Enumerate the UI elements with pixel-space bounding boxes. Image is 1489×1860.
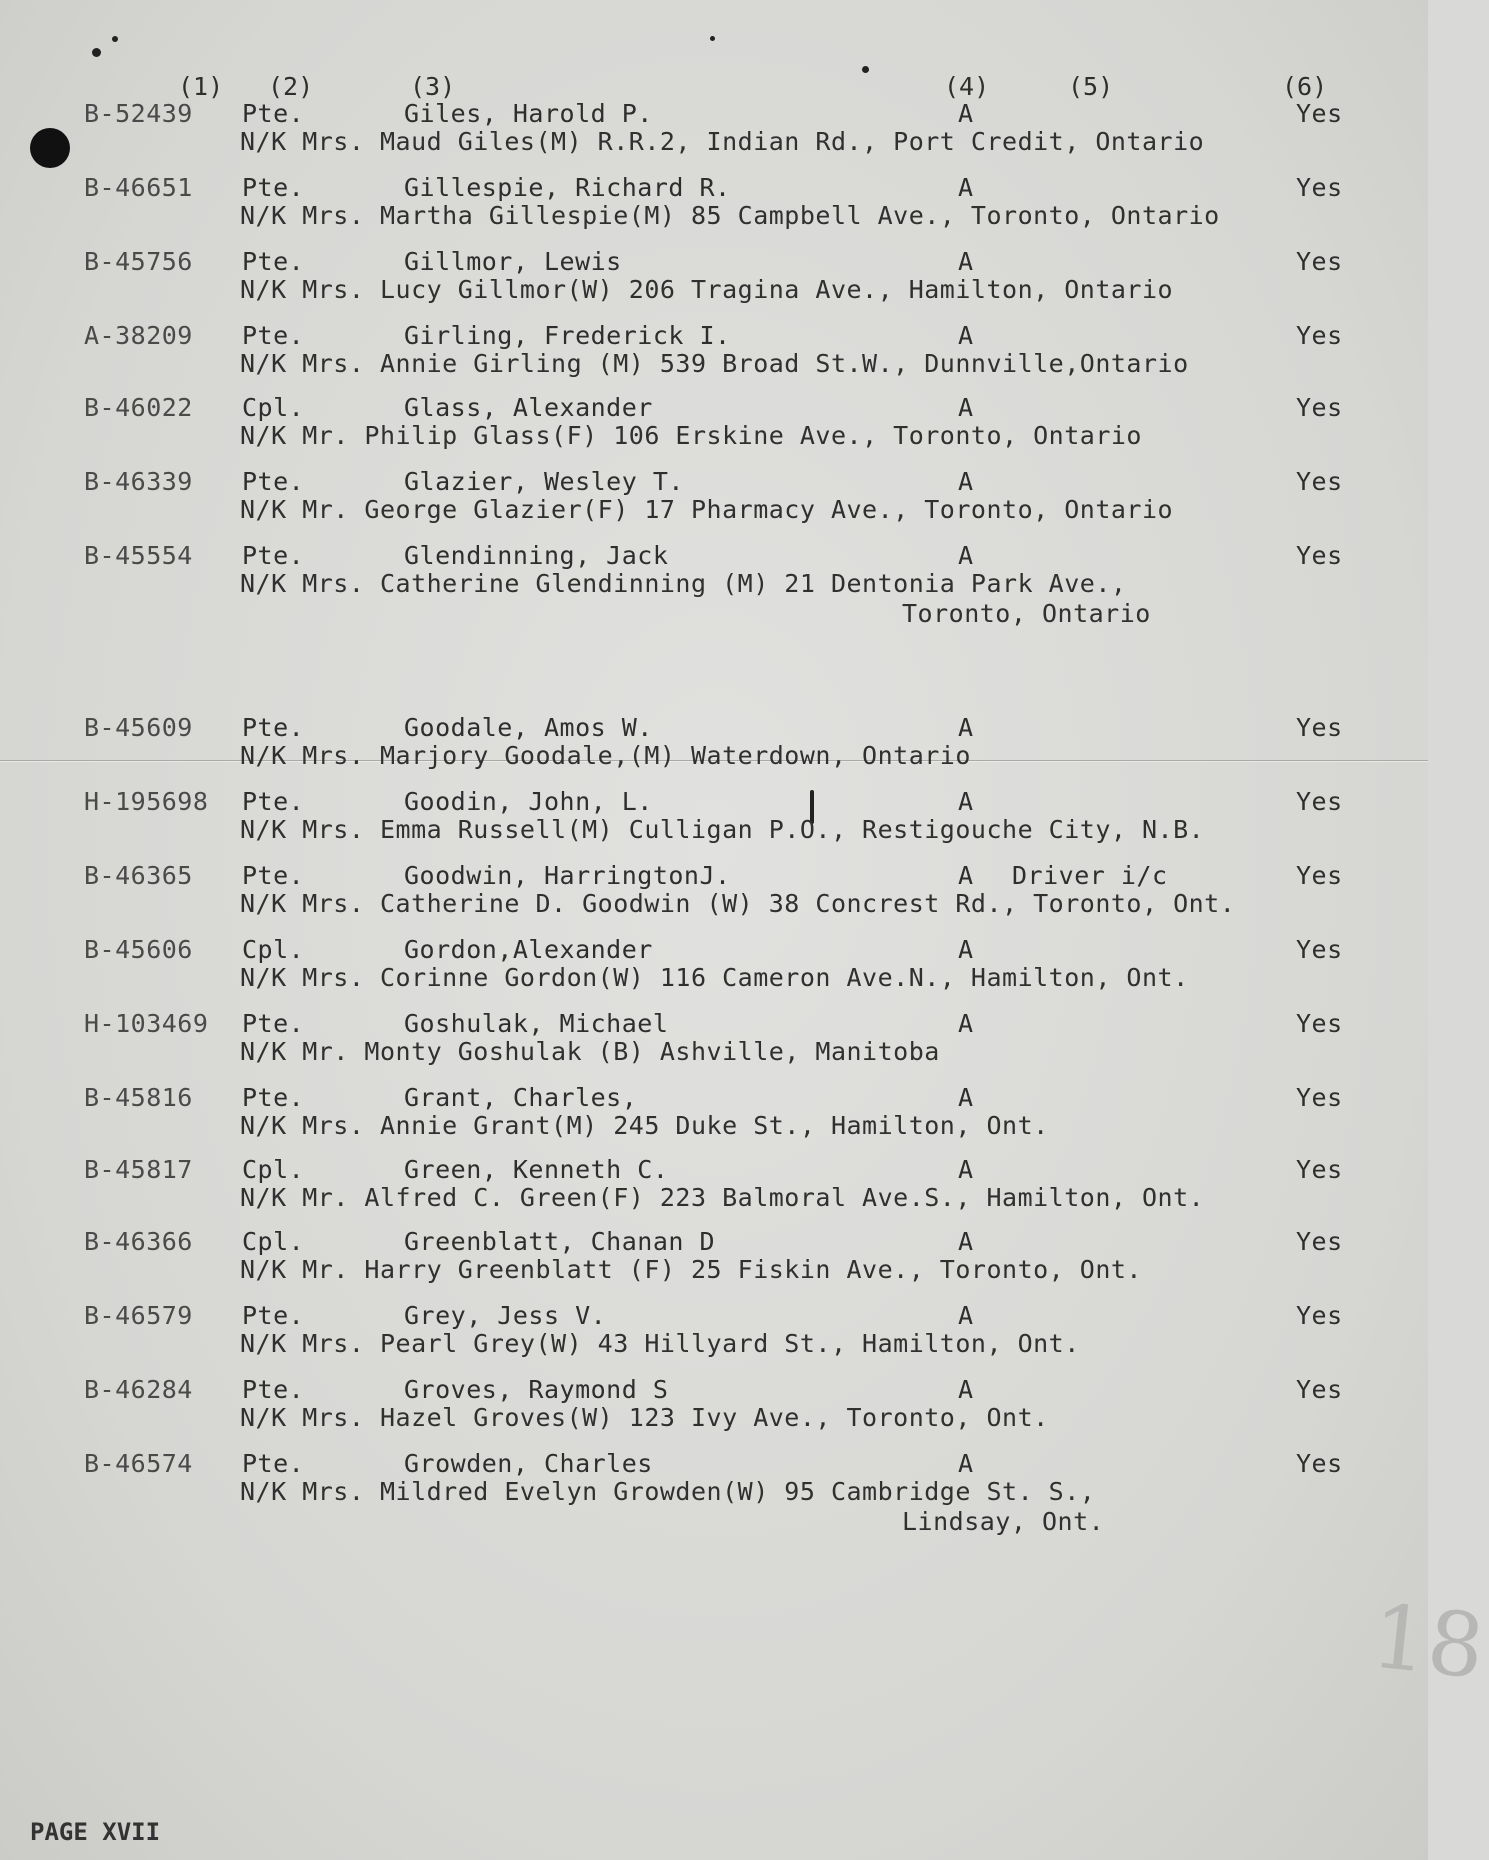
service-number: B-46579 [84,1301,193,1330]
column-6-value: Yes [1296,467,1343,496]
rank: Pte. [242,173,305,202]
service-number: B-45817 [84,1155,193,1184]
next-of-kin: N/K Mrs. Catherine D. Goodwin (W) 38 Concrest Rd., Toronto, Ont. [240,889,1236,918]
column-5-value: Driver i/c [1012,861,1168,890]
ink-dot [710,36,715,41]
column-6-value: Yes [1296,713,1343,742]
rank: Pte. [242,1375,305,1404]
next-of-kin: N/K Mrs. Annie Girling (M) 539 Broad St.W., Dunnville,Ontario [240,349,1189,378]
soldier-name: Growden, Charles [404,1449,653,1478]
rank: Pte. [242,1449,305,1478]
rank: Cpl. [242,1227,305,1256]
next-of-kin: N/K Mr. Alfred C. Green(F) 223 Balmoral Ave.S., Hamilton, Ont. [240,1183,1205,1212]
service-number: B-46339 [84,467,193,496]
column-6-value: Yes [1296,1083,1343,1112]
soldier-name: Groves, Raymond S [404,1375,669,1404]
soldier-name: Giles, Harold P. [404,99,653,128]
rank: Pte. [242,713,305,742]
soldier-name: Glass, Alexander [404,393,653,422]
service-number: A-38209 [84,321,193,350]
rank: Pte. [242,861,305,890]
next-of-kin: N/K Mr. Harry Greenblatt (F) 25 Fiskin Ave., Toronto, Ont. [240,1255,1142,1284]
soldier-name: Goshulak, Michael [404,1009,669,1038]
soldier-name: Grant, Charles, [404,1083,638,1112]
service-number: B-46574 [84,1449,193,1478]
service-number: H-195698 [84,787,209,816]
column-6-value: Yes [1296,99,1343,128]
column-4-value: A [958,1449,974,1478]
column-4-value: A [958,935,974,964]
column-header-1: (1) [178,72,224,101]
rank: Cpl. [242,393,305,422]
column-6-value: Yes [1296,935,1343,964]
penciled-page-number: 18 [1366,1584,1489,1699]
column-6-value: Yes [1296,1009,1343,1038]
rank: Cpl. [242,935,305,964]
next-of-kin: N/K Mrs. Pearl Grey(W) 43 Hillyard St., Hamilton, Ont. [240,1329,1080,1358]
column-6-value: Yes [1296,393,1343,422]
column-4-value: A [958,1375,974,1404]
rank: Pte. [242,787,305,816]
column-4-value: A [958,541,974,570]
service-number: B-46022 [84,393,193,422]
column-4-value: A [958,713,974,742]
service-number: B-52439 [84,99,193,128]
column-4-value: A [958,1155,974,1184]
next-of-kin: N/K Mrs. Maud Giles(M) R.R.2, Indian Rd., Port Credit, Ontario [240,127,1205,156]
service-number: B-45816 [84,1083,193,1112]
soldier-name: Glendinning, Jack [404,541,669,570]
column-header-4: (4) [944,72,990,101]
column-4-value: A [958,467,974,496]
rank: Pte. [242,321,305,350]
soldier-name: Gillespie, Richard R. [404,173,731,202]
next-of-kin: N/K Mrs. Emma Russell(M) Culligan P.O., Restigouche City, N.B. [240,815,1205,844]
next-of-kin: N/K Mr. George Glazier(F) 17 Pharmacy Ave., Toronto, Ontario [240,495,1174,524]
next-of-kin: N/K Mrs. Marjory Goodale,(M) Waterdown, Ontario [240,741,971,770]
service-number: B-45609 [84,713,193,742]
next-of-kin: N/K Mrs. Lucy Gillmor(W) 206 Tragina Ave., Hamilton, Ontario [240,275,1174,304]
column-6-value: Yes [1296,1301,1343,1330]
column-6-value: Yes [1296,861,1343,890]
ink-dot [862,66,869,73]
column-4-value: A [958,1009,974,1038]
rank: Pte. [242,467,305,496]
soldier-name: Grey, Jess V. [404,1301,607,1330]
soldier-name: Goodwin, HarringtonJ. [404,861,731,890]
service-number: B-46365 [84,861,193,890]
column-4-value: A [958,247,974,276]
rank: Pte. [242,1301,305,1330]
soldier-name: Girling, Frederick I. [404,321,731,350]
service-number: B-45756 [84,247,193,276]
column-header-6: (6) [1282,72,1328,101]
next-of-kin: N/K Mrs. Corinne Gordon(W) 116 Cameron Ave.N., Hamilton, Ont. [240,963,1189,992]
next-of-kin: N/K Mrs. Catherine Glendinning (M) 21 Dentonia Park Ave., [240,569,1127,598]
soldier-name: Green, Kenneth C. [404,1155,669,1184]
next-of-kin: N/K Mr. Philip Glass(F) 106 Erskine Ave., Toronto, Ontario [240,421,1142,450]
column-header-2: (2) [268,72,314,101]
next-of-kin-continued: Lindsay, Ont. [902,1507,1105,1536]
ink-dot [112,36,118,42]
column-4-value: A [958,99,974,128]
rank: Pte. [242,247,305,276]
column-6-value: Yes [1296,247,1343,276]
service-number: B-46651 [84,173,193,202]
next-of-kin: N/K Mrs. Martha Gillespie(M) 85 Campbell Ave., Toronto, Ontario [240,201,1220,230]
column-header-5: (5) [1068,72,1114,101]
column-4-value: A [958,787,974,816]
service-number: H-103469 [84,1009,209,1038]
column-4-value: A [958,861,974,890]
soldier-name: Gordon,Alexander [404,935,653,964]
column-4-value: A [958,393,974,422]
column-6-value: Yes [1296,321,1343,350]
rank: Pte. [242,99,305,128]
column-4-value: A [958,321,974,350]
service-number: B-45606 [84,935,193,964]
column-4-value: A [958,1083,974,1112]
next-of-kin: N/K Mrs. Hazel Groves(W) 123 Ivy Ave., Toronto, Ont. [240,1403,1049,1432]
column-6-value: Yes [1296,541,1343,570]
column-6-value: Yes [1296,173,1343,202]
column-6-value: Yes [1296,1155,1343,1184]
column-header-3: (3) [410,72,456,101]
service-number: B-46284 [84,1375,193,1404]
column-4-value: A [958,1301,974,1330]
service-number: B-46366 [84,1227,193,1256]
soldier-name: Goodale, Amos W. [404,713,653,742]
column-6-value: Yes [1296,1227,1343,1256]
next-of-kin-continued: Toronto, Ontario [902,599,1151,628]
soldier-name: Gillmor, Lewis [404,247,622,276]
rank: Pte. [242,1009,305,1038]
rank: Cpl. [242,1155,305,1184]
column-6-value: Yes [1296,1375,1343,1404]
ink-dot [92,48,101,57]
soldier-name: Glazier, Wesley T. [404,467,684,496]
column-6-value: Yes [1296,787,1343,816]
page-footer: PAGE XVII [30,1818,161,1846]
next-of-kin: N/K Mr. Monty Goshulak (B) Ashville, Manitoba [240,1037,940,1066]
service-number: B-45554 [84,541,193,570]
column-6-value: Yes [1296,1449,1343,1478]
next-of-kin: N/K Mrs. Annie Grant(M) 245 Duke St., Hamilton, Ont. [240,1111,1049,1140]
soldier-name: Goodin, John, L. [404,787,653,816]
soldier-name: Greenblatt, Chanan D [404,1227,716,1256]
rank: Pte. [242,541,305,570]
ink-blot [30,128,70,168]
column-4-value: A [958,173,974,202]
next-of-kin: N/K Mrs. Mildred Evelyn Growden(W) 95 Cambridge St. S., [240,1477,1096,1506]
column-4-value: A [958,1227,974,1256]
rank: Pte. [242,1083,305,1112]
